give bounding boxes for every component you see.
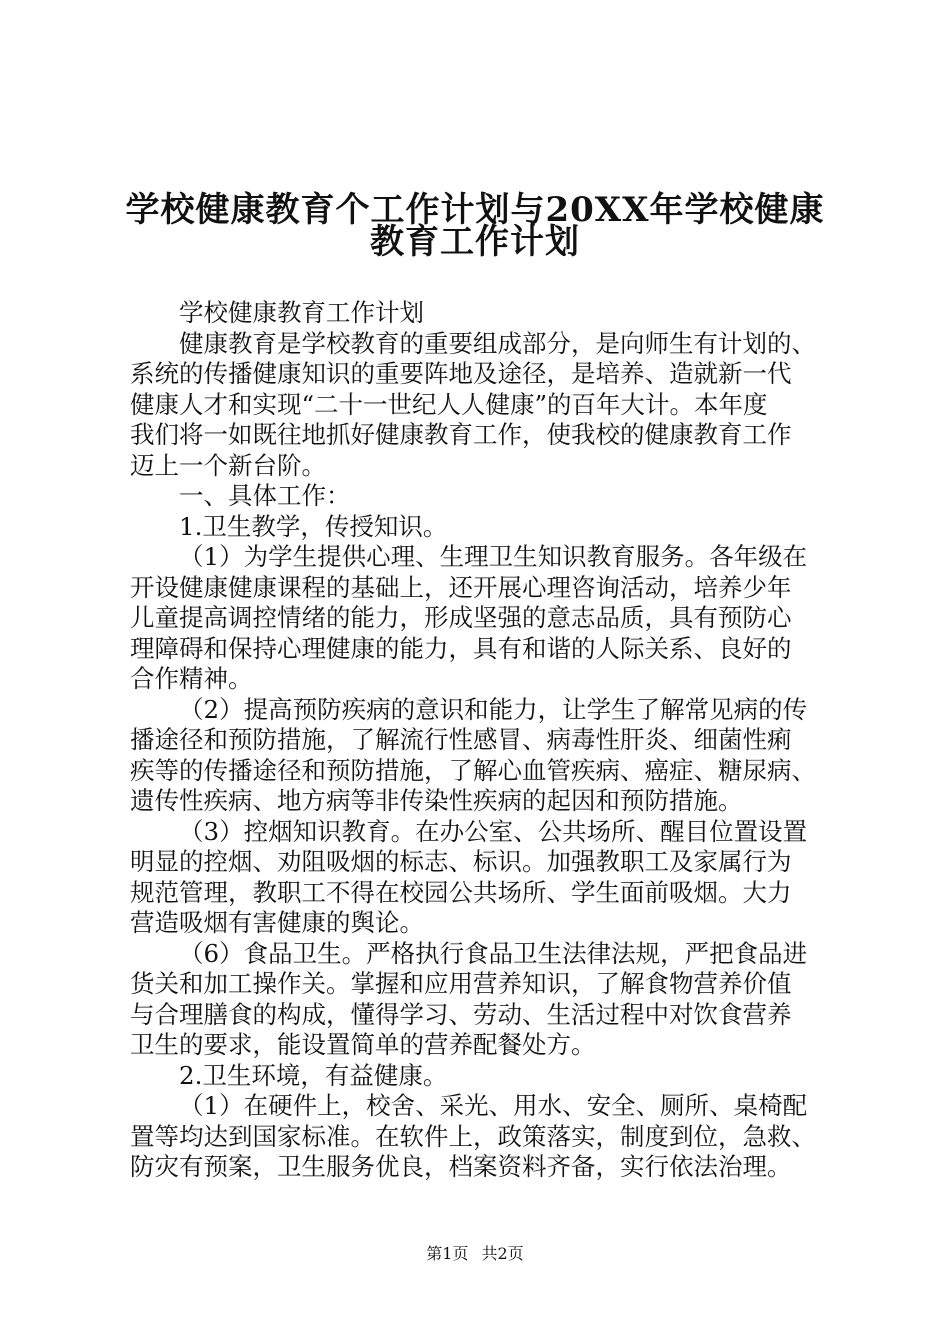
text-line: 开设健康健康课程的基础上，还开展心理咨询活动，培养少年 xyxy=(130,572,792,602)
text-line: 健康人才和实现“二十一世纪人人健康”的百年大计。本年度 xyxy=(130,389,768,419)
text-line: 一、具体工作： xyxy=(179,481,351,510)
document-title-line-2: 教育工作计划 xyxy=(370,222,580,262)
text-line: 明显的控烟、劝阻吸烟的标志、标识。加强教职工及家属行为 xyxy=(130,847,792,876)
text-line: 与合理膳食的构成，懂得学习、劳动、生活过程中对饮食营养 xyxy=(130,999,792,1029)
text-line: （1）在硬件上，校舍、采光、用水、安全、厕所、桌椅配 xyxy=(179,1091,808,1120)
text-line: 播途径和预防措施，了解流行性感冒、病毒性肝炎、细菌性痢 xyxy=(130,725,792,754)
document-body xyxy=(130,298,830,1183)
text-line: 规范管理，教职工不得在校园公共场所、学生面前吸烟。大力 xyxy=(130,877,792,907)
text-line: 理障碍和保持心理健康的能力，具有和谐的人际关系、良好的 xyxy=(130,633,792,663)
text-line: 货关和加工操作关。掌握和应用营养知识，了解食物营养价值 xyxy=(130,969,792,998)
text-line: 2.卫生环境，有益健康。 xyxy=(179,1060,448,1090)
text-line: （1）为学生提供心理、生理卫生知识教育服务。各年级在 xyxy=(179,542,808,571)
text-line: 我们将一如既往地抓好健康教育工作，使我校的健康教育工作 xyxy=(130,420,792,449)
text-line: 迈上一个新台阶。 xyxy=(130,450,326,480)
page-footer xyxy=(0,1243,950,1265)
text-line: 卫生的要求，能设置简单的营养配餐处方。 xyxy=(130,1030,596,1059)
text-line: 防灾有预案，卫生服务优良，档案资料齐备，实行依法治理。 xyxy=(130,1152,792,1181)
text-line: （3）控烟知识教育。在办公室、公共场所、醒目位置设置 xyxy=(179,816,808,846)
document-title-line-1: 学校健康教育个工作计划与20XX年学校健康 xyxy=(125,190,825,230)
text-line: （6）食品卫生。严格执行食品卫生法律法规，严把食品进 xyxy=(179,938,808,968)
text-line: 疾等的传播途径和预防措施，了解心血管疾病、癌症、糖尿病、 xyxy=(130,755,816,785)
page-total: 共2页 xyxy=(481,1244,524,1263)
page-number: 第1页 xyxy=(426,1244,469,1263)
text-line: 遗传性疾病、地方病等非传染性疾病的起因和预防措施。 xyxy=(130,786,743,815)
text-line: 儿童提高调控情绪的能力，形成坚强的意志品质，具有预防心 xyxy=(130,603,792,632)
text-line: 1.卫生教学，传授知识。 xyxy=(179,511,448,541)
text-line: 营造吸烟有害健康的舆论。 xyxy=(130,908,424,937)
text-line: 系统的传播健康知识的重要阵地及途径，是培养、造就新一代 xyxy=(130,359,792,388)
text-line: 合作精神。 xyxy=(130,664,253,693)
text-line: 置等均达到国家标准。在软件上，政策落实，制度到位，急救、 xyxy=(130,1121,816,1151)
text-line: 健康教育是学校教育的重要组成部分，是向师生有计划的、 xyxy=(179,328,816,358)
text-line: 学校健康教育工作计划 xyxy=(179,298,424,327)
text-line: （2）提高预防疾病的意识和能力，让学生了解常见病的传 xyxy=(179,694,808,724)
